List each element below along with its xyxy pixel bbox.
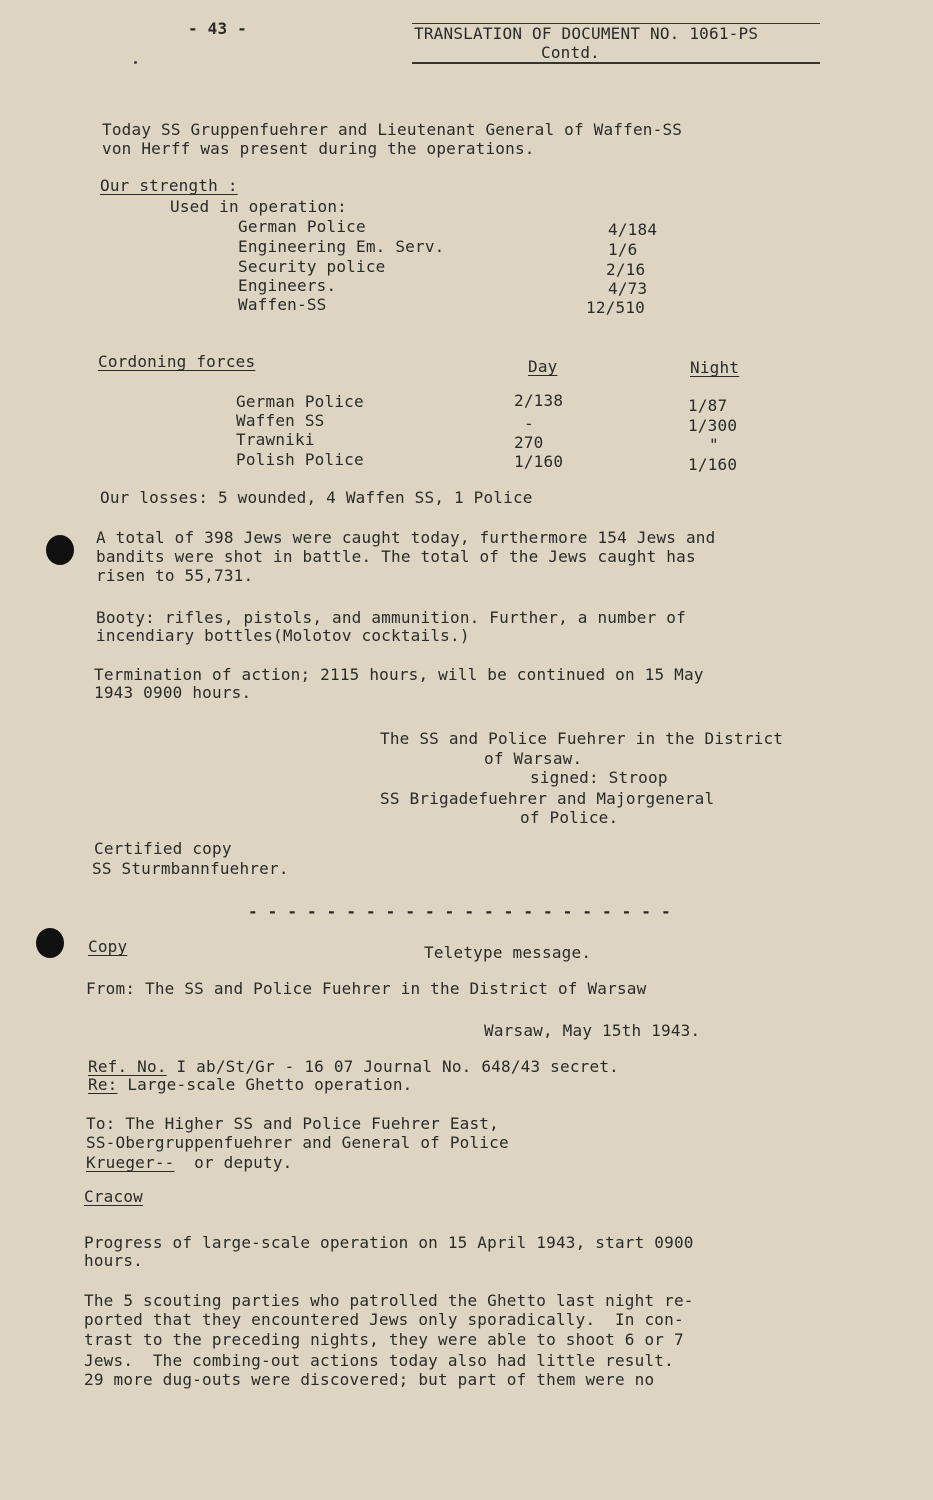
cordoning-label: German Police [236,392,364,411]
certified-line-1: Certified copy [94,839,232,858]
place-date: Warsaw, May 15th 1943. [484,1021,701,1040]
progress-line-2: hours. [84,1251,143,1270]
intro-line-1: Today SS Gruppenfuehrer and Lieutenant General of Waffen-SS [102,120,683,139]
document-title: TRANSLATION OF DOCUMENT NO. 1061-PS [414,24,759,43]
termination-line-1: Termination of action; 2115 hours, will be continued on 15 May [94,665,704,684]
body-line-1: The 5 scouting parties who patrolled the Ghetto last night re- [84,1291,694,1310]
caught-line-2: bandits were shot in battle. The total of the Jews caught has [96,547,696,566]
binder-hole [46,535,74,565]
strength-label: German Police [238,217,366,236]
strength-label: Waffen-SS [238,295,327,314]
cordoning-day: 2/138 [514,391,564,410]
body-line-2: ported that they encountered Jews only sporadically. In con- [84,1310,684,1329]
to-line-2: SS-Obergruppenfuehrer and General of Police [86,1133,509,1152]
body-line-3: trast to the preceding nights, they were able to shoot 6 or 7 [84,1330,684,1349]
cordoning-day: 1/160 [514,452,564,471]
losses-line: Our losses: 5 wounded, 4 Waffen SS, 1 Police [100,488,533,507]
cordoning-day: - [524,414,534,433]
caught-line-3: risen to 55,731. [96,566,254,585]
certified-line-2: SS Sturmbannfuehrer. [92,859,289,878]
subject-label: Re: [88,1075,118,1094]
recipient-name: Krueger-- [86,1153,175,1172]
reference-label: Ref. No. [88,1057,167,1076]
signature-line-3: signed: Stroop [530,768,668,787]
page-number: - 43 - [188,19,247,38]
intro-line-2: von Herff was present during the operations. [102,139,535,158]
body-line-5: 29 more dug-outs were discovered; but part of them were no [84,1370,655,1389]
subject-line [88,1076,412,1094]
header-underline [412,62,820,64]
strength-label: Security police [238,257,386,276]
cordoning-heading: Cordoning forces [98,352,256,371]
cordoning-label: Trawniki [236,430,315,449]
body-line-4: Jews. The combing-out actions today also had little result. [84,1351,674,1370]
signature-line-2: of Warsaw. [484,749,583,768]
document-subtitle: Contd. [541,43,600,62]
booty-line-2: incendiary bottles(Molotov cocktails.) [96,626,470,645]
signature-line-4: SS Brigadefuehrer and Majorgeneral [380,789,715,808]
cordoning-label: Polish Police [236,450,364,469]
cordoning-night: 1/300 [688,416,738,435]
strength-label: Engineering Em. Serv. [238,237,445,256]
ink-speck [134,61,137,64]
cordoning-night: " [709,435,719,454]
cordoning-night: 1/87 [688,396,728,415]
column-night: Night [690,358,740,377]
teletype-title: Teletype message. [424,943,592,962]
city-label: Cracow [84,1187,143,1206]
signature-line-5: of Police. [520,808,619,827]
booty-line-1: Booty: rifles, pistols, and ammunition. Further, a number of [96,608,686,627]
binder-hole [36,928,64,958]
copy-label: Copy [88,937,128,956]
strength-value: 1/6 [608,240,638,259]
from-line: From: The SS and Police Fuehrer in the District of Warsaw [86,979,647,998]
cordoning-day: 270 [514,433,544,452]
strength-value: 12/510 [586,298,645,317]
caught-line-1: A total of 398 Jews were caught today, furthermore 154 Jews and [96,528,716,547]
cordoning-label: Waffen SS [236,411,325,430]
strength-subheading: Used in operation: [170,197,347,216]
title-overline [412,23,820,24]
section-separator: - - - - - - - - - - - - - - - - - - - - - - [248,902,671,921]
subject-text: Large-scale Ghetto operation. [117,1075,413,1094]
reference-text: I ab/St/Gr - 16 07 Journal No. 648/43 secret. [166,1057,619,1076]
strength-value: 4/73 [608,279,648,298]
strength-label: Engineers. [238,276,337,295]
to-line-1: To: The Higher SS and Police Fuehrer East, [86,1114,499,1133]
strength-value: 2/16 [606,260,646,279]
termination-line-2: 1943 0900 hours. [94,683,252,702]
signature-line-1: The SS and Police Fuehrer in the District [380,729,784,748]
to-line-3 [86,1154,293,1172]
recipient-rest: or deputy. [174,1153,293,1172]
column-day: Day [528,357,558,376]
progress-line-1: Progress of large-scale operation on 15 April 1943, start 0900 [84,1233,694,1252]
strength-heading: Our strength : [100,176,238,195]
reference-line [88,1058,619,1076]
cordoning-night: 1/160 [688,455,738,474]
strength-value: 4/184 [608,220,658,239]
